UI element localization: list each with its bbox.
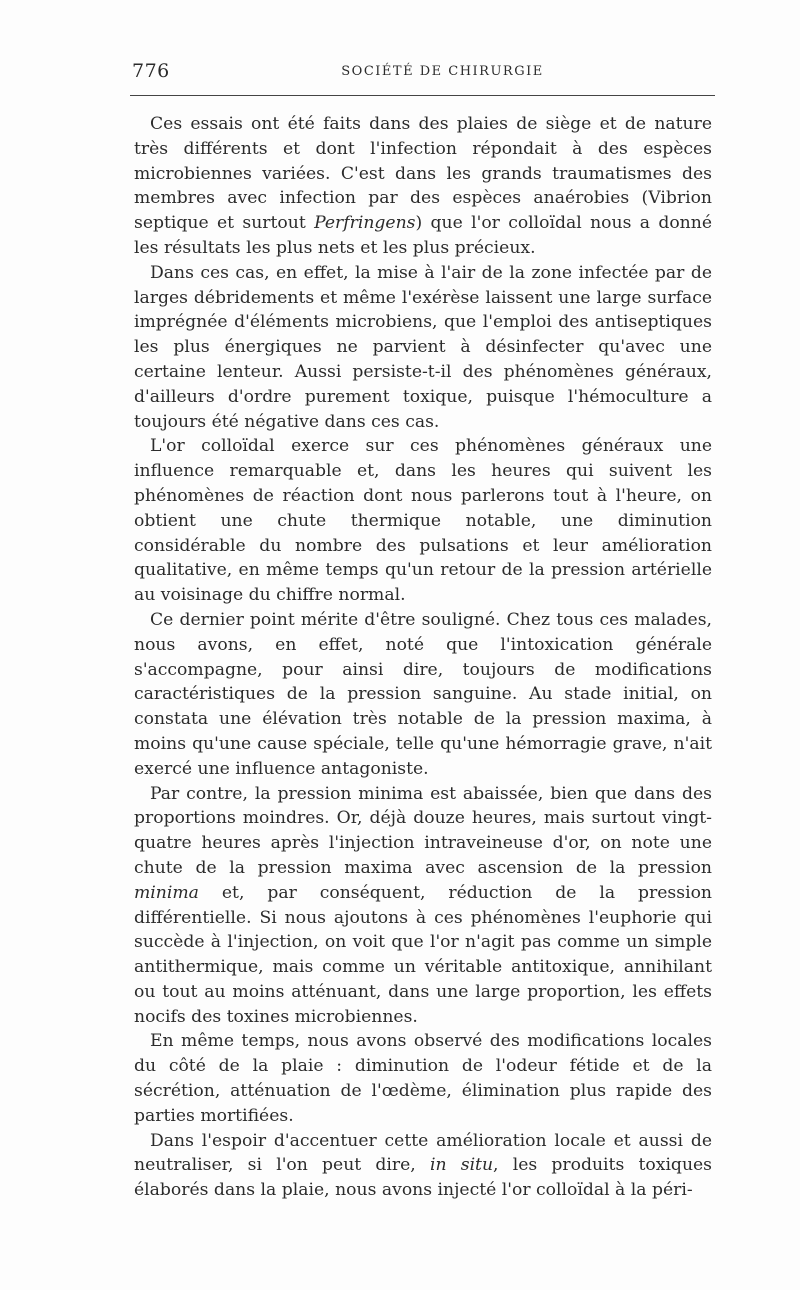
paragraph-text: Dans ces cas, en effet, la mise à l'air de la zone infectée par de larges débridements et même l'exérèse laissent une large surface imprégnée d'éléments microbiens, que l'emploi des antiseptiques les plus énergiques ne parvient à désinfecter qu'avec une certaine lenteur. Aussi persiste-t-il des phénomènes généraux, d'ailleurs d'ordre purement toxique, puisque l'hémoculture a toujours été négative dans ces cas. [134,262,712,432]
paragraph-text: , les produits toxiques élaborés dans la plaie, nous avons injecté l'or colloïdal à la péri- [134,1155,712,1201]
paragraph-5 [134,782,712,1030]
paragraph-text: ) que l'or colloïdal nous a donné les résultats les plus nets et les plus précieux. [134,213,712,258]
header-rule [130,95,715,96]
paragraph-2 [134,261,712,435]
paragraph-text: En même temps, nous avons observé des modifications locales du côté de la plaie : diminution de l'odeur fétide et de la sécrétion, atténuation de l'œdème, élimination plus rapide des parties mortifiées. [134,1031,712,1126]
paragraph-text: et, par conséquent, réduction de la pression différentielle. Si nous ajoutons à ces phénomènes l'euphorie qui succède à l'injection, on voit que l'or n'agit pas comme un simple antithermique, mais comme un véritable antitoxique, annihilant ou tout au moins atténuant, dans une large proportion, les effets nocifs des toxines microbiennes. [134,882,712,1027]
paragraph-4 [134,608,712,782]
paragraph-text: Par contre, la pression minima est abaissée, bien que dans des proportions moindres. Or, déjà douze heures, mais surtout vingt-quatre heures après l'injection intraveineuse d'or, on note une chute de la pression maxima avec ascension de la pression [134,783,712,878]
paragraph-text: Ce dernier point mérite d'être souligné. Chez tous ces malades, nous avons, en effet, noté que l'intoxication générale s'accompagne, pour ainsi dire, toujours de modifications caractéristiques de la pression sanguine. Au stade initial, on constata une élévation très notable de la pression maxima, à moins qu'une cause spéciale, telle qu'une hémorragie grave, n'ait exercé une influence antagoniste. [134,609,712,779]
italic-term: in situ [429,1155,494,1176]
running-head: SOCIÉTÉ DE CHIRURGIE [341,64,544,79]
page-header [130,56,715,96]
paragraph-3 [134,434,712,608]
italic-term: minima [134,882,199,903]
paragraph-7 [134,1129,712,1203]
paragraph-text: L'or colloïdal exerce sur ces phénomènes généraux une influence remarquable et, dans les heures qui suivent les phénomènes de réaction dont nous parlerons tout à l'heure, on obtient une chute thermique notable, une diminution considérable du nombre des pulsations et leur amélioration qualitative, en même temps qu'un retour de la pression artérielle au voisinage du chiffre normal. [134,436,712,606]
paragraph-1 [134,112,712,261]
italic-term: Perfringens [314,213,416,234]
paragraph-text: Dans l'espoir d'accentuer cette amélioration locale et aussi de neutraliser, si l'on peut dire, [134,1130,712,1176]
page-number: 776 [132,60,170,82]
body-text [134,112,712,1203]
paragraph-6 [134,1029,712,1128]
paragraph-text: Ces essais ont été faits dans des plaies de siège et de nature très différents et dont l'infection répondait à des espèces microbiennes variées. C'est dans les grands traumatismes des membres avec infection par des espèces anaérobies (Vibrion septique et surtout [134,114,712,234]
